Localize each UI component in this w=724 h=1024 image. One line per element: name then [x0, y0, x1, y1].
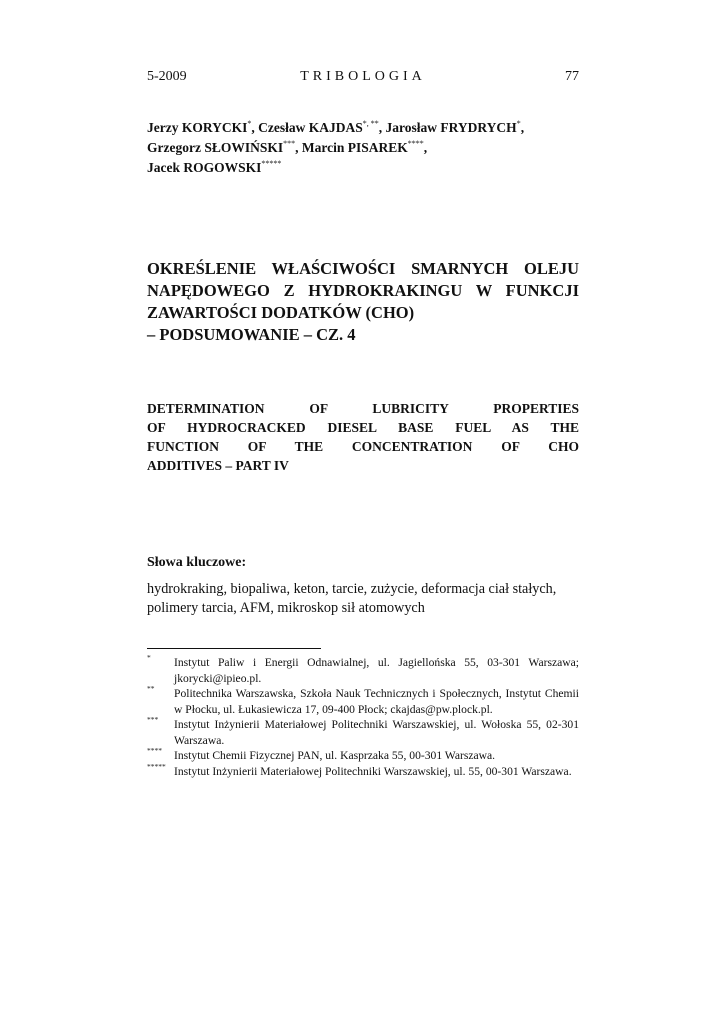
- footnote: [147, 748, 579, 764]
- author-name: Jerzy KORYCKI: [147, 120, 248, 135]
- affiliation-mark: ***: [283, 139, 296, 148]
- author-name: Grzegorz SŁOWIŃSKI: [147, 140, 284, 155]
- title-line: ADDITIVES – PART IV: [147, 458, 289, 473]
- footnote: [147, 717, 579, 748]
- affiliation-mark: ****: [407, 139, 424, 148]
- title-line: – PODSUMOWANIE – CZ. 4: [147, 325, 356, 344]
- title-line: OKREŚLENIE WŁAŚCIWOŚCI SMARNYCH OLEJU: [147, 259, 579, 278]
- title-line: NAPĘDOWEGO Z HYDROKRAKINGU W FUNKCJI: [147, 281, 579, 300]
- title-line: ZAWARTOŚCI DODATKÓW (CHO): [147, 303, 415, 322]
- journal-name: TRIBOLOGIA: [300, 69, 426, 84]
- author-line: [147, 158, 579, 178]
- affiliation-mark: *: [247, 119, 252, 128]
- author-list: [147, 118, 579, 178]
- footnote: [147, 761, 579, 780]
- keywords-label: Słowa kluczowe:: [147, 555, 247, 570]
- title-polish: [147, 258, 579, 346]
- running-header: [147, 69, 579, 87]
- affiliation-mark: *: [516, 119, 521, 128]
- footnote: [147, 686, 579, 717]
- author-name: Jarosław FRYDRYCH: [385, 120, 517, 135]
- footnote-mark: *: [147, 653, 151, 662]
- footnote-rule: [147, 648, 321, 649]
- affiliation-mark: *****: [261, 159, 282, 168]
- keywords-text: hydrokraking, biopaliwa, keton, tarcie, zużycie, deformacja ciał stałych, polimery tarcia, AFM, mikroskop sił atomowych: [147, 581, 557, 616]
- footnote: [147, 655, 579, 686]
- affiliation-mark: *, **: [362, 119, 379, 128]
- footnote-mark: ****: [147, 746, 162, 755]
- footnote-text: Instytut Chemii Fizycznej PAN, ul. Kasprzaka 55, 00-301 Warszawa.: [174, 749, 496, 762]
- title-line: FUNCTION OF THE CONCENTRATION OF CHO: [147, 439, 579, 454]
- footnote-text: Instytut Inżynierii Materiałowej Politechniki Warszawskiej, ul. Wołoska 55, 02-301 Warszawa.: [174, 718, 579, 747]
- footnote-text: Instytut Inżynierii Materiałowej Politechniki Warszawskiej, ul. 55, 00-301 Warszawa.: [174, 764, 572, 778]
- title-english: [147, 399, 579, 475]
- page-number: 77: [565, 69, 579, 84]
- issue-number: 5-2009: [147, 69, 187, 84]
- title-line: OF HYDROCRACKED DIESEL BASE FUEL AS THE: [147, 420, 579, 435]
- footnote-mark: ***: [147, 715, 159, 724]
- author-name: Marcin PISAREK: [301, 140, 408, 155]
- footnote-mark: **: [147, 684, 155, 693]
- author-line: Jerzy KORYCKI*, Czesław KAJDAS*, **, Jarosław FRYDRYCH*,: [147, 119, 525, 135]
- author-line: Grzegorz SŁOWIŃSKI***, Marcin PISAREK****,: [147, 139, 428, 155]
- footnote-mark: *****: [147, 761, 166, 771]
- author-name: Czesław KAJDAS: [258, 120, 363, 135]
- author-name: Jacek ROGOWSKI: [147, 160, 262, 175]
- title-line: DETERMINATION OF LUBRICITY PROPERTIES: [147, 401, 579, 416]
- footnotes: [147, 655, 579, 779]
- footnote-text: Politechnika Warszawska, Szkoła Nauk Technicznych i Społecznych, Instytut Chemii w Płocku, ul. Łukasiewicza 17, 09-400 Płock; ckajdas@pw.plock.pl.: [174, 687, 579, 716]
- footnote-text: Instytut Paliw i Energii Odnawialnej, ul. Jagiellońska 55, 03-301 Warszawa; jkorycki@ipieo.pl.: [174, 656, 579, 685]
